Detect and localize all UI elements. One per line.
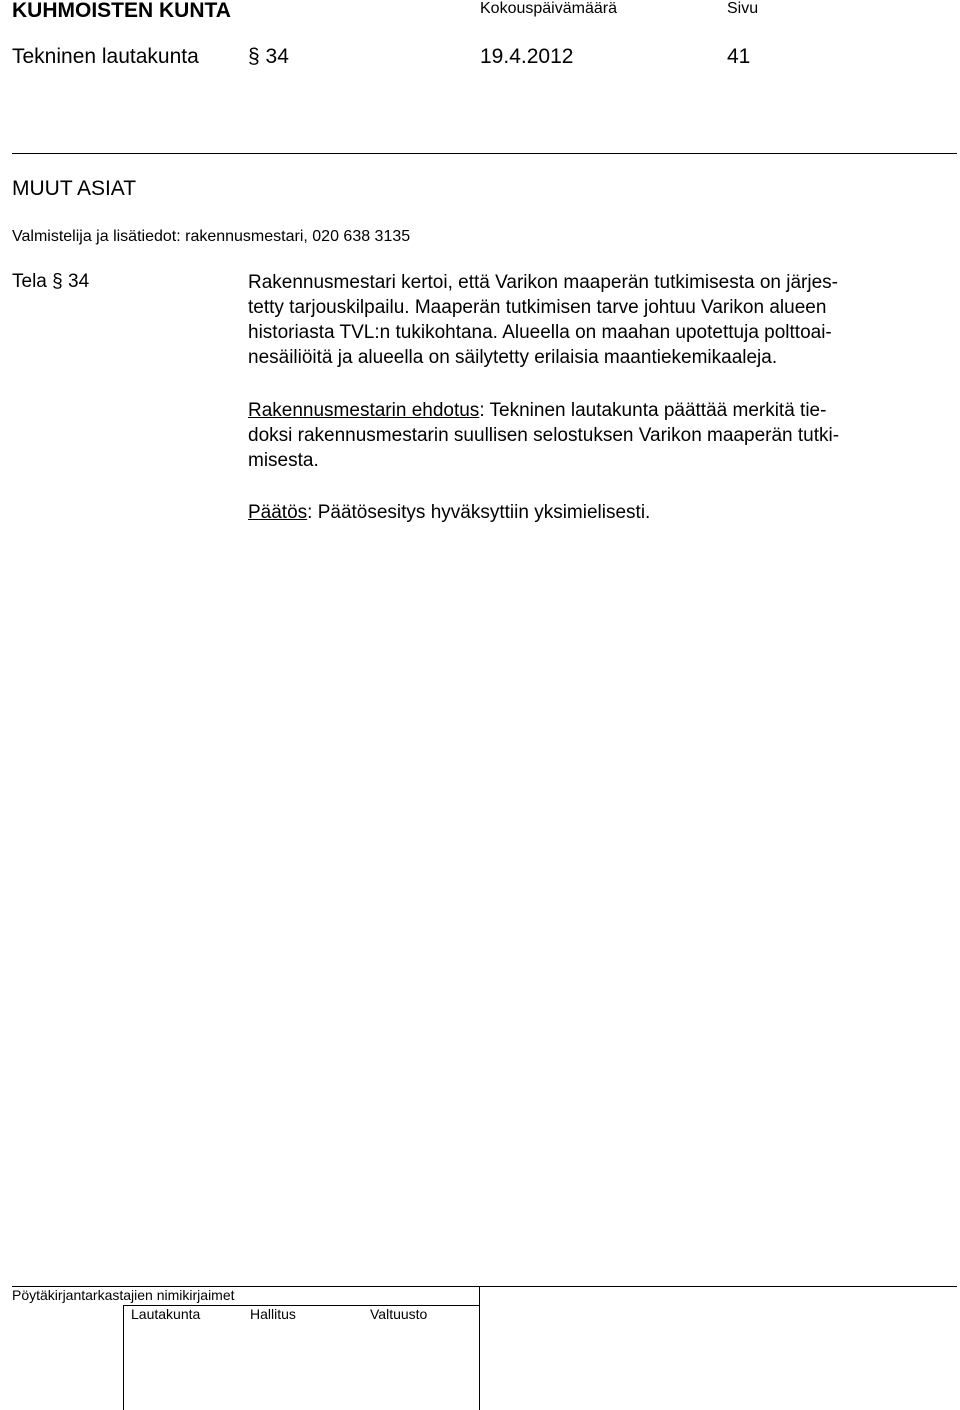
proposal-text: doksi rakennusmestarin suullisen selostuksen Varikon maaperän tutki-	[248, 425, 840, 446]
item-description	[248, 270, 958, 370]
section-reference	[248, 45, 289, 69]
page-number: 41	[727, 45, 751, 68]
footer-title: Pöytäkirjantarkastajien nimikirjaimet	[12, 1287, 235, 1303]
header-divider	[12, 153, 957, 154]
description-line: nesäiliöitä ja alueella on säilytetty erilaisia maantiekemikaaleja.	[248, 347, 778, 368]
proposal-text: misesta.	[248, 450, 319, 471]
description-line: Rakennusmestari kertoi, että Varikon maaperän tutkimisesta on järjes-	[248, 272, 838, 293]
section-mark-icon: §	[248, 45, 260, 68]
page-label: Sivu	[727, 0, 759, 17]
section-mark-icon: §	[52, 271, 63, 292]
decision-text: : Päätösesitys hyväksyttiin yksimielisesti.	[307, 502, 651, 523]
organization-name: KUHMOISTEN KUNTA	[12, 0, 231, 22]
proposal-text: : Tekninen lautakunta päättää merkitä tie-	[479, 400, 827, 421]
footer-box-edge	[479, 1286, 480, 1410]
footer-column-hallitus: Hallitus	[250, 1306, 296, 1322]
item-number: 34	[68, 271, 90, 292]
decision	[248, 500, 958, 525]
description-line: historiasta TVL:n tukikohtana. Alueella on maahan upotettuja polttoai-	[248, 322, 832, 343]
meeting-date-label: Kokouspäivämäärä	[480, 0, 617, 17]
footer-column-valtuusto: Valtuusto	[370, 1306, 428, 1322]
decision-label: Päätös	[248, 502, 308, 523]
description-line: tetty tarjouskilpailu. Maaperän tutkimisen tarve johtuu Varikon alueen	[248, 297, 827, 318]
proposal	[248, 398, 958, 473]
item-reference	[12, 271, 89, 293]
meeting-date: 19.4.2012	[480, 45, 574, 68]
committee-name: Tekninen lautakunta	[12, 45, 199, 68]
section-number: 34	[265, 45, 289, 68]
proposal-label: Rakennusmestarin ehdotus	[248, 400, 480, 421]
preparer-info: Valmistelija ja lisätiedot: rakennusmestari, 020 638 3135	[12, 228, 411, 245]
footer-box-edge	[123, 1305, 124, 1410]
section-title: MUUT ASIAT	[12, 177, 137, 200]
footer-column-lautakunta: Lautakunta	[131, 1306, 201, 1322]
tela-label: Tela	[12, 271, 47, 292]
